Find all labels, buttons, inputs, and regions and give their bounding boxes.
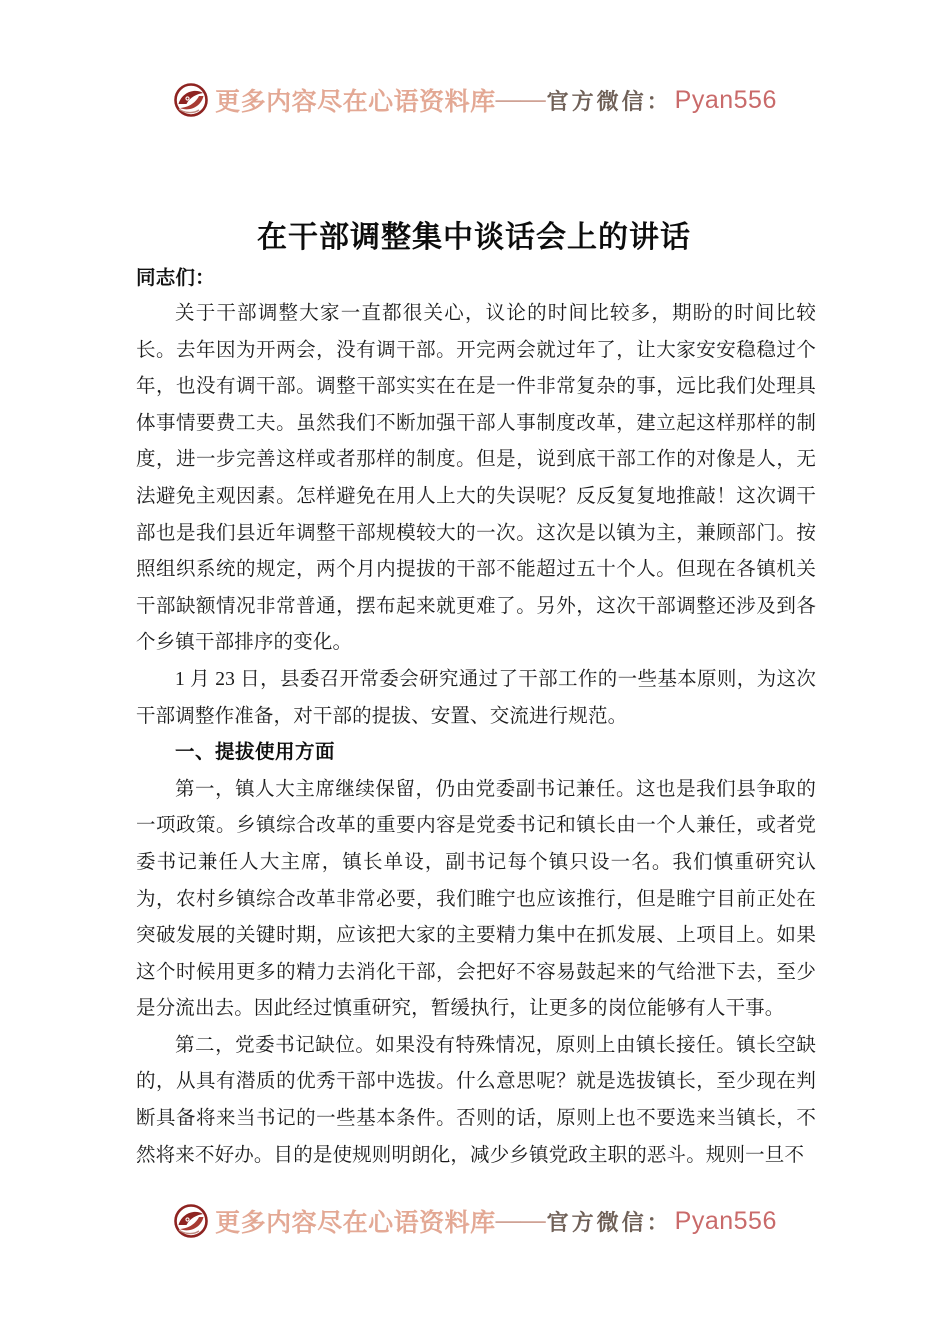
- paragraph-3: 第一，镇人大主席继续保留，仍由党委副书记兼任。这也是我们县争取的一项政策。乡镇综合改革的重要内容是党委书记和镇长由一个人兼任，或者党委书记兼任人大主席，镇长单设，副书记每个镇只设一名。我们慎重研究认为，农村乡镇综合改革非常必要，我们睢宁也应该推行，但是睢宁目前正处在突破发展的关键时期，应该把大家的主要精力集中在抓发展、上项目上。如果这个时候用更多的精力去消化干部，会把好不容易鼓起来的气给泄下去，至少是分流出去。因此经过慎重研究，暂缓执行，让更多的岗位能够有人干事。: [136, 778, 816, 1020]
- watermark-main-text: 更多内容尽在心语资料库: [215, 1210, 496, 1237]
- document-body: [136, 262, 816, 1174]
- salutation: 同志们：: [136, 268, 215, 289]
- section-heading-1: 一、提拔使用方面: [175, 742, 336, 764]
- watermark-handle: Pyan556: [674, 1206, 777, 1235]
- watermark-dash: ——: [495, 86, 546, 113]
- paragraph-1: 关于干部调整大家一直都很关心，议论的时间比较多，期盼的时间比较长。去年因为开两会，没有调干部。开完两会就过年了，让大家安安稳稳过个年，也没有调干部。调整干部实实在在是一件非常复杂的事，远比我们处理具体事情要费工夫。虽然我们不断加强干部人事制度改革，建立起这样那样的制度，进一步完善这样或者那样的制度。但是，说到底干部工作的对像是人，无法避免主观因素。怎样避免在用人上大的失误呢？反反复复地推敲！这次调干部也是我们县近年调整干部规模较大的一次。这次是以镇为主，兼顾部门。按照组织系统的规定，两个月内提拔的干部不能超过五十个人。但现在各镇机关干部缺额情况非常普通，摆布起来就更难了。另外，这次干部调整还涉及到各个乡镇干部排序的变化。: [136, 303, 816, 654]
- watermark-banner-bottom: [0, 1203, 950, 1239]
- watermark-main-text: 更多内容尽在心语资料库: [215, 89, 496, 116]
- watermark-label-text: 官方微信: [546, 1209, 647, 1235]
- watermark-dash: ——: [495, 1207, 546, 1234]
- watermark-banner-top: [0, 82, 950, 118]
- watermark-handle: Pyan556: [674, 85, 777, 114]
- paragraph-2: 1 月 23 日，县委召开常委会研究通过了干部工作的一些基本原则，为这次干部调整作准备，对干部的提拔、安置、交流进行规范。: [136, 668, 816, 727]
- paragraph-4: 第二，党委书记缺位。如果没有特殊情况，原则上由镇长接任。镇长空缺的，从具有潜质的优秀干部中选拔。什么意思呢？就是选拔镇长，至少现在判断具备将来当书记的一些基本条件。否则的话，原则上也不要选来当镇长，不然将来不好办。目的是使规则明朗化，减少乡镇党政主职的恶斗。规则一旦不: [136, 1034, 816, 1166]
- swirl-fish-emblem-icon: [173, 82, 209, 118]
- watermark-colon: ：: [646, 1209, 669, 1235]
- watermark-label-text: 官方微信: [546, 88, 647, 114]
- swirl-fish-emblem-icon: [173, 1203, 209, 1239]
- watermark-colon: ：: [646, 88, 669, 114]
- page-title: 在干部调整集中谈话会上的讲话: [257, 221, 691, 255]
